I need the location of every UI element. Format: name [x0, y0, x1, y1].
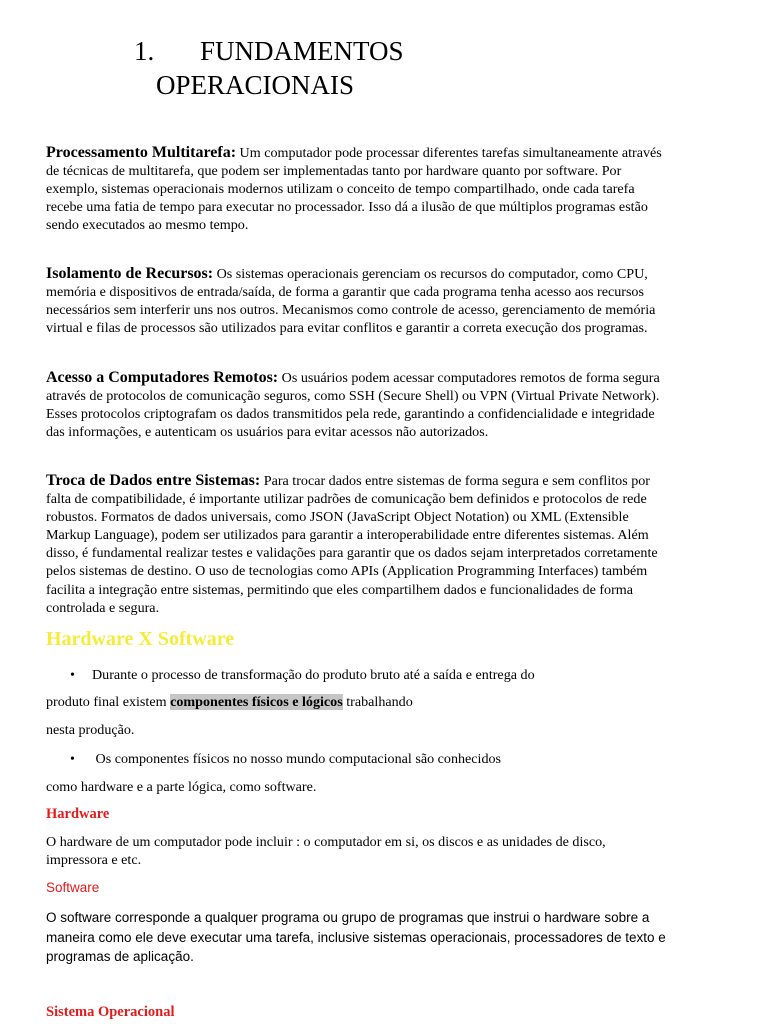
- software-heading: Software: [46, 880, 100, 895]
- highlighted-text: componentes físicos e lógicos: [170, 694, 343, 710]
- section-lead: Isolamento de Recursos:: [46, 265, 214, 282]
- software-text: O software corresponde a qualquer programa ou grupo de programas que instrui o hardware sobre a maneira como ele deve executar uma tarefa, inclusive sistemas operacionais, processadores de texto e programas de aplicação.: [46, 910, 666, 964]
- section-multitarefa: [46, 144, 666, 234]
- text-line: nesta produção.: [46, 722, 135, 738]
- bullet-icon: •: [70, 667, 75, 683]
- section-text: Os usuários podem acessar computadores remotos de forma segura através de protocolos de comunicação seguros, como SSH (Secure Shell) ou VPN (Virtual Private Network). Esses protocolos criptografam os dados transmitidos pela rede, garantindo a confidencialidade e integridade das informações, e autenticam os usuários para evitar acessos não autorizados.: [46, 370, 660, 441]
- section-text: Os sistemas operacionais gerenciam os recursos do computador, como CPU, memória e dispositivos de entrada/saída, de forma a garantir que cada programa tenha acesso aos recursos necessários sem interferir uns nos outros. Mecanismos como controle de acesso, gerenciamento de memória virtual e filas de processos são utilizados para evitar conflitos e garantir a correta execução dos programas.: [46, 266, 656, 337]
- bullet-text: Os componentes físicos no nosso mundo computacional são conhecidos: [92, 751, 502, 767]
- hardware-heading: Hardware: [46, 806, 110, 822]
- text-line: [46, 693, 413, 711]
- bullet-text: Durante o processo de transformação do produto bruto até a saída e entrega do: [92, 667, 535, 683]
- bullet-item: [70, 666, 535, 684]
- sistema-operacional-heading: Sistema Operacional: [46, 1004, 175, 1020]
- title-line2: OPERACIONAIS: [156, 70, 355, 100]
- section-text: Para trocar dados entre sistemas de forma segura e sem conflitos por falta de compatibilidade, é importante utilizar padrões de comunicação bem definidos e protocolos de rede robustos. Formatos de dados universais, como JSON (JavaScript Object Notation) ou XML (Extensible Markup Language), podem ser utilizados para garantir a interoperabilidade entre diferentes sistemas. Além disso, é fundamental realizar testes e validações para garantir que os dados sejam interpretados corretamente pelos sistemas de destino. O uso de tecnologias como APIs (Application Programming Interfaces) também facilita a integração entre sistemas, permitindo que eles compartilhem dados e funcionalidades de forma controlada e segura.: [46, 473, 658, 616]
- text-fragment: produto final existem: [46, 694, 171, 710]
- bullet-icon: •: [70, 751, 75, 767]
- text-line: como hardware e a parte lógica, como software.: [46, 779, 317, 795]
- section-lead: Troca de Dados entre Sistemas:: [46, 472, 261, 489]
- section-isolamento: [46, 265, 666, 337]
- title-line1: FUNDAMENTOS: [200, 36, 404, 66]
- hardware-text: O hardware de um computador pode incluir : o computador em si, os discos e as unidades de disco, impressora e etc.: [46, 834, 606, 869]
- section-acesso-remoto: [46, 369, 666, 441]
- hardware-x-software-heading: Hardware X Software: [46, 628, 235, 650]
- bullet-item: [70, 750, 501, 768]
- section-lead: Processamento Multitarefa:: [46, 144, 237, 161]
- section-troca-dados: [46, 472, 666, 617]
- section-lead: Acesso a Computadores Remotos:: [46, 369, 279, 386]
- text-fragment: trabalhando: [342, 694, 413, 710]
- section-text: Um computador pode processar diferentes tarefas simultaneamente através de técnicas de multitarefa, que podem ser implementadas tanto por hardware quanto por software. Por exemplo, sistemas operacionais modernos utilizam o conceito de tempo compartilhado, onde cada tarefa recebe uma fatia de tempo para executar no processador. Isso dá a ilusão de que múltiplos programas estão sendo executados ao mesmo tempo.: [46, 145, 662, 234]
- page-title: [134, 34, 404, 102]
- title-number: 1.: [134, 36, 155, 66]
